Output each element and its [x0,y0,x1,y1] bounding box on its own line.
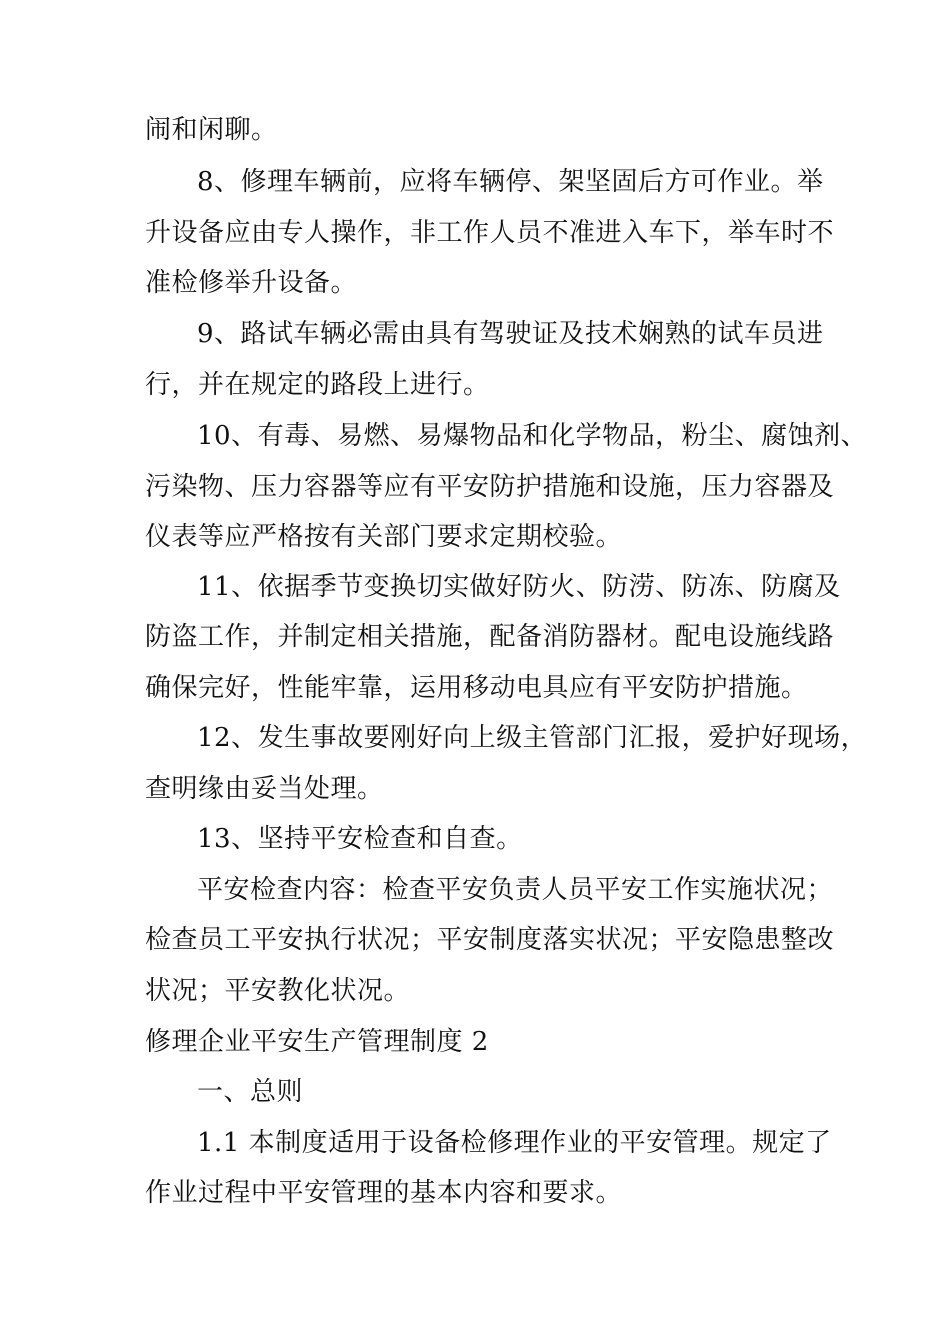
section-heading: 修理企业平安生产管理制度 2 [145,1027,489,1057]
text-line: 9、路试车辆必需由具有驾驶证及技术娴熟的试车员进 [197,319,824,349]
text-line: 平安检查内容：检查平安负责人员平安工作实施状况； [197,875,834,905]
text-line: 查明缘由妥当处理。 [145,774,384,804]
text-line: 闹和闲聊。 [145,115,278,145]
text-line: 12、发生事故要刚好向上级主管部门汇报，爱护好现场， [197,723,868,753]
text-line: 准检修举升设备。 [145,268,358,298]
text-line: 升设备应由专人操作，非工作人员不准进入车下，举车时不 [145,218,835,248]
text-line: 行，并在规定的路段上进行。 [145,370,490,400]
subsection-heading: 一、总则 [197,1077,304,1107]
text-line: 1.1 本制度适用于设备检修理作业的平安管理。规定了 [197,1128,832,1158]
text-line: 防盗工作，并制定相关措施，配备消防器材。配电设施线路 [145,622,835,652]
text-line: 作业过程中平安管理的基本内容和要求。 [145,1178,623,1208]
text-line: 11、依据季节变换切实做好防火、防涝、防冻、防腐及 [197,572,841,602]
text-line: 状况；平安教化状况。 [145,976,411,1006]
text-line: 8、修理车辆前，应将车辆停、架坚固后方可作业。举 [197,167,824,197]
text-line: 检查员工平安执行状况；平安制度落实状况；平安隐患整改 [145,925,835,955]
text-line: 13、坚持平安检查和自查。 [197,824,523,854]
text-line: 10、有毒、易燃、易爆物品和化学物品，粉尘、腐蚀剂、 [197,421,868,451]
text-line: 仪表等应严格按有关部门要求定期校验。 [145,522,623,552]
text-line: 确保完好，性能牢靠，运用移动电具应有平安防护措施。 [145,673,808,703]
text-line: 污染物、压力容器等应有平安防护措施和设施，压力容器及 [145,472,835,502]
